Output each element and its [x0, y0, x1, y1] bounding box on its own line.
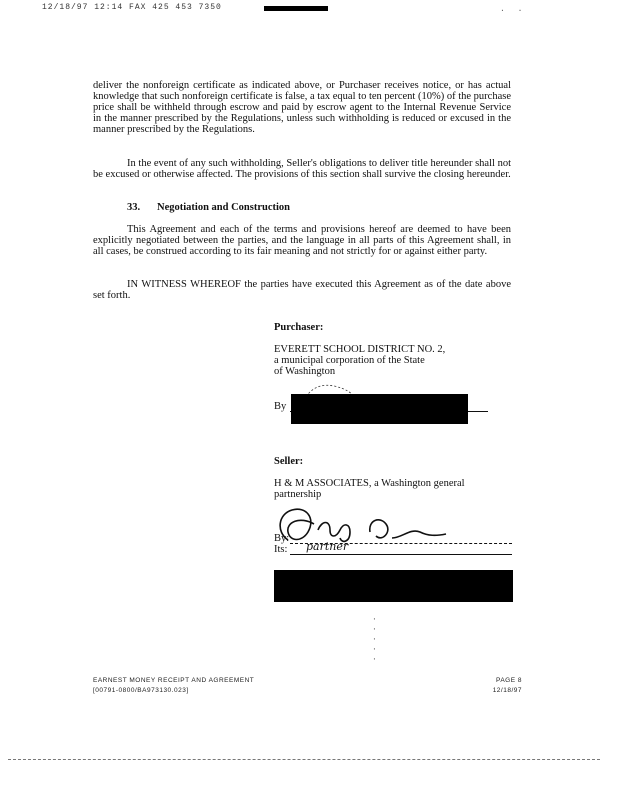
seller-handwritten-signature — [270, 502, 450, 552]
section-heading — [127, 202, 290, 213]
purchaser-block — [274, 344, 445, 377]
scan-artifact-dots: · · · · · — [372, 615, 377, 664]
purchaser-signature-redaction — [291, 394, 468, 424]
seller-block — [274, 478, 465, 500]
purchaser-desc-line1: a municipal corporation of the State — [274, 355, 425, 366]
seller-its-line — [290, 554, 512, 555]
paragraph-negotiation: This Agreement and each of the terms and provisions hereof are deemed to have been explicitly negotiated between the parties, and the language in all parts of this Agreement shall, in all cases, be construed according to its fair meaning and not strictly for or against either party. — [93, 224, 511, 257]
footer-left — [93, 677, 254, 694]
seller-name-line2: partnership — [274, 489, 322, 500]
purchaser-desc-line2: of Washington — [274, 366, 336, 377]
section-title: Negotiation and Construction — [157, 202, 291, 213]
purchaser-label: Purchaser: — [274, 322, 324, 333]
section-number: 33. — [127, 202, 141, 213]
purchaser-name: EVERETT SCHOOL DISTRICT NO. 2, — [274, 344, 446, 355]
footer-date: 12/18/97 — [492, 687, 522, 694]
fax-header-bar — [264, 6, 328, 11]
purchaser-by-label: By — [274, 401, 287, 412]
paragraph-withholding: In the event of any such withholding, Seller's obligations to deliver title hereunder shall not be excused or otherwise affected. The provisions of this section shall survive the closing hereunder. — [93, 158, 511, 180]
footer-document-code: [00791-0800/BA973130.023] — [93, 687, 189, 694]
seller-label: Seller: — [274, 456, 304, 467]
seller-info-redaction — [274, 570, 513, 602]
fax-header-marks: . . — [500, 5, 527, 14]
footer-page-number: PAGE 8 — [495, 677, 522, 684]
scan-bottom-line — [8, 759, 600, 760]
seller-its-label: Its: — [274, 544, 288, 555]
paragraph-witness: IN WITNESS WHEREOF the parties have executed this Agreement as of the date above set forth. — [93, 279, 511, 301]
seller-by-label: By: — [274, 533, 290, 544]
footer-right — [480, 677, 522, 694]
seller-name-line1: H & M ASSOCIATES, a Washington general — [274, 478, 465, 489]
fax-header: 12/18/97 12:14 FAX 425 453 7350 — [42, 3, 222, 12]
paragraph-nonforeign-continuation: deliver the nonforeign certificate as indicated above, or Purchaser receives notice, or has actual knowledge that such nonforeign certificate is false, a tax equal to ten percent (10%) of the purchase price shall be withheld through escrow and paid by escrow agent to the Internal Revenue Service in the manner prescribed by the Regulations, unless such withholding is reduced or excused in the manner prescribed by the Regulations. — [93, 80, 511, 135]
seller-its-value: partner — [306, 540, 349, 553]
footer-document-title: EARNEST MONEY RECEIPT AND AGREEMENT — [93, 677, 255, 684]
